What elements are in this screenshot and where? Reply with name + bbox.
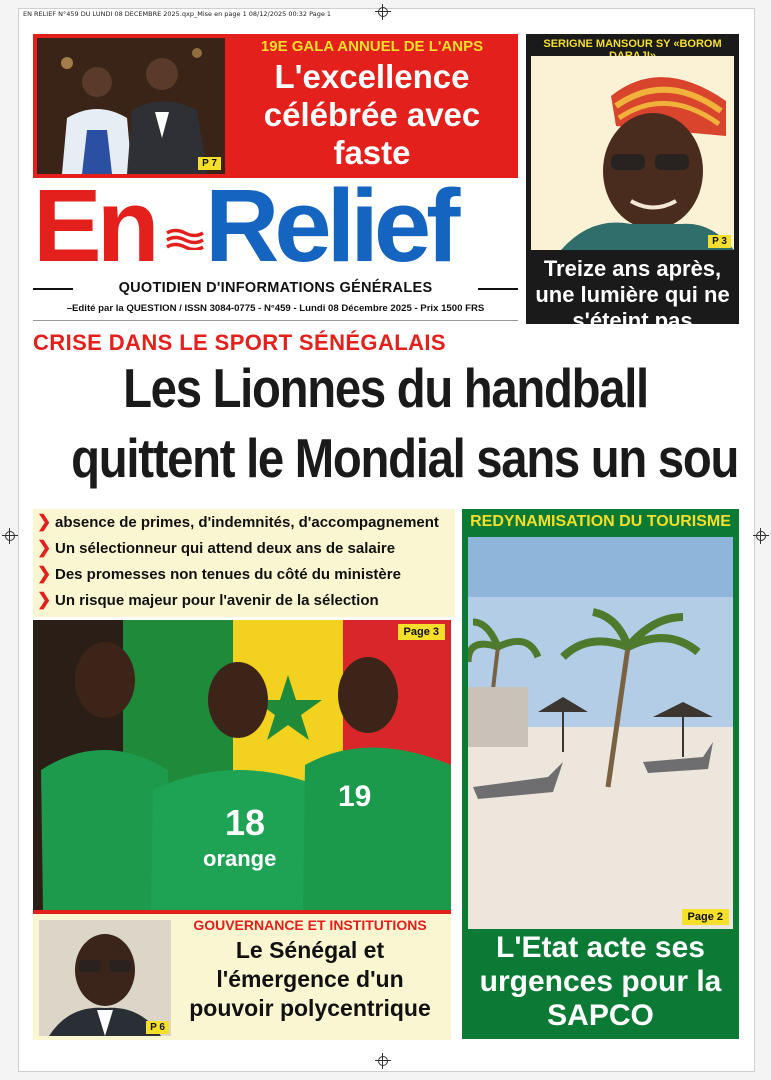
tribute-photo: [531, 56, 734, 250]
tribute-headline: Treize ans après, une lumière qui ne s'éteint pas: [535, 256, 730, 333]
handball-team-photo[interactable]: [33, 620, 451, 910]
logo-word-relief: Relief: [205, 180, 456, 280]
subtitle-rule-right: [478, 288, 518, 290]
registration-mark-top-icon: [375, 4, 391, 20]
governance-photo-illustration: [39, 920, 171, 1036]
masthead-subtitle-row: [33, 280, 518, 298]
jersey-number-18: 18: [225, 802, 266, 843]
tourism-box[interactable]: [462, 509, 739, 1039]
governance-headline: Le Sénégal et l'émergence d'un pouvoir polycentrique: [189, 937, 431, 1021]
registration-mark-bottom-icon: [375, 1053, 391, 1069]
main-headline-line1[interactable]: Les Lionnes du handball: [123, 357, 648, 419]
masthead-subtitle: QUOTIDIEN D'INFORMATIONS GÉNÉRALES: [118, 280, 433, 296]
print-slug: EN RELIEF N°459 DU LUNDI 08 DECEMBRE 2025.qxp_Mise en page 1 08/12/2025 00:32 Page 1: [23, 10, 332, 18]
main-kicker: CRISE DANS LE SPORT SÉNÉGALAIS: [33, 330, 446, 355]
main-bullets: [33, 509, 455, 617]
masthead-divider: [33, 320, 518, 321]
tourism-page-ref: Page 2: [682, 909, 729, 925]
tribute-box[interactable]: [526, 34, 739, 333]
tribute-page-ref: P 3: [708, 235, 731, 248]
bullet-text: absence de primes, d'indemnités, d'accompagnement: [55, 513, 439, 531]
logo-word-en: En: [33, 180, 155, 280]
registration-mark-left-icon: [2, 528, 18, 544]
main-bullet-1: [37, 509, 455, 535]
governance-page-ref: P 6: [146, 1021, 169, 1034]
main-headline-line2[interactable]: quittent le Mondial sans un sou: [71, 427, 739, 489]
bullet-text: Des promesses non tenues du côté du ministère: [55, 565, 401, 583]
chevron-right-icon: ❯: [37, 512, 52, 531]
jersey-sponsor-left: orange: [203, 846, 277, 871]
subtitle-rule-left: [33, 288, 73, 290]
tribute-kicker: SERIGNE MANSOUR SY «BOROM: [543, 38, 722, 50]
bullet-text: Un sélectionneur qui attend deux ans de salaire: [55, 539, 396, 557]
logo-waves-icon: [165, 228, 205, 250]
masthead-info: –Edité par la QUESTION / ISSN 3084-0775 - N°459 - Lundi 08 Décembre 2025 - Prix 1500 FRS: [66, 303, 485, 314]
gala-photo-illustration: [37, 38, 225, 174]
chevron-right-icon: ❯: [37, 564, 52, 583]
governance-box[interactable]: [33, 910, 451, 1040]
main-bullet-2: [37, 535, 455, 561]
tourism-kicker: REDYNAMISATION DU TOURISME: [470, 513, 731, 530]
registration-mark-right-icon: [753, 528, 769, 544]
gala-headline: L'excellence célébrée avec faste: [263, 58, 481, 171]
tourism-beach-photo: [468, 537, 733, 929]
gala-photo: [37, 38, 225, 174]
chevron-right-icon: ❯: [37, 590, 52, 609]
gala-kicker: 19E GALA ANNUEL DE L'ANPS: [260, 38, 484, 55]
bullet-text: Un risque majeur pour l'avenir de la sélection: [55, 591, 379, 609]
main-bullet-3: [37, 561, 455, 587]
main-page-ref: Page 3: [398, 624, 445, 640]
tribute-photo-illustration: [531, 56, 734, 250]
governance-photo: [39, 920, 171, 1036]
gala-page-ref: P 7: [198, 157, 221, 170]
tourism-headline: L'Etat acte ses urgences pour la SAPCO: [479, 931, 722, 1032]
jersey-number-19: 19: [338, 780, 372, 813]
gala-box[interactable]: [33, 34, 518, 178]
main-bullet-4: [37, 587, 455, 613]
chevron-right-icon: ❯: [37, 538, 52, 557]
tourism-photo-illustration: [468, 537, 733, 929]
masthead-logo[interactable]: [33, 180, 518, 280]
governance-kicker: GOUVERNANCE ET INSTITUTIONS: [193, 917, 427, 933]
